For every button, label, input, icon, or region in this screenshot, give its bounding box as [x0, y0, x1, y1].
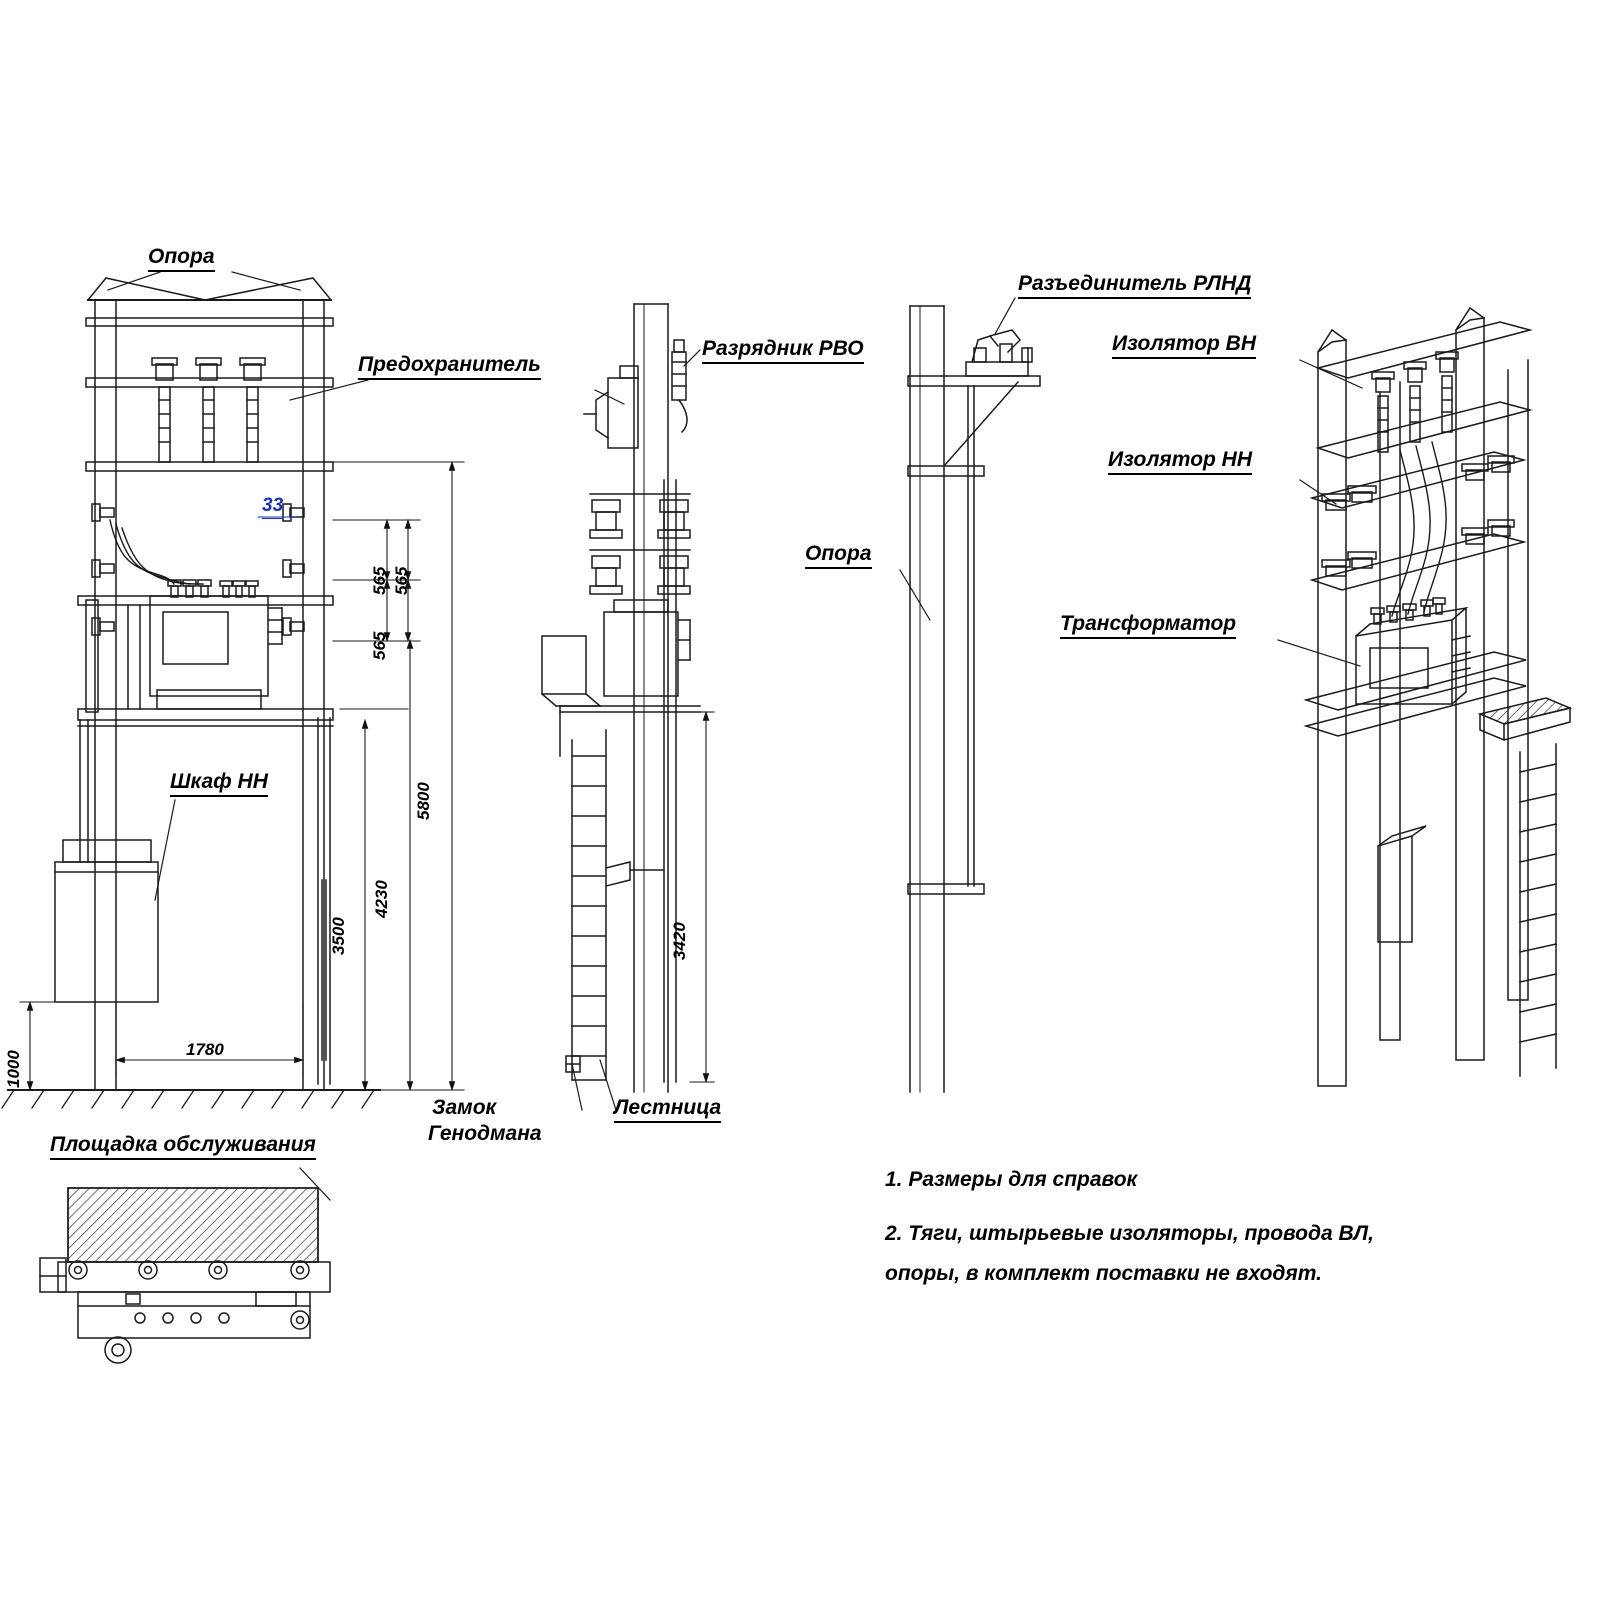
note-line-1: 1. Размеры для справок — [885, 1168, 1138, 1191]
label-arrester: Разрядник РВО — [702, 337, 864, 364]
view-disconnector-pole — [900, 298, 1040, 1092]
frame-struts — [86, 600, 140, 712]
dim-5800: 5800 — [414, 782, 433, 820]
note-line-3: опоры, в комплект поставки не входят. — [885, 1262, 1323, 1285]
axo-beams — [1306, 322, 1530, 736]
view-side-elevation — [542, 304, 714, 1110]
label-insulator-hv: Изолятор ВН — [1112, 332, 1256, 359]
disconnector-rlnd — [966, 330, 1032, 376]
dim-3500: 3500 — [329, 917, 348, 955]
dim-1780: 1780 — [186, 1040, 224, 1059]
support-pole-right — [303, 300, 324, 1090]
axo-service-platform — [1480, 698, 1570, 740]
label-fuse: Предохранитель — [358, 353, 541, 380]
label-service-platform: Площадка обслуживания — [50, 1133, 316, 1160]
hv-insulators-group — [152, 358, 265, 462]
platform-rollers — [69, 1261, 309, 1363]
lv-insulators-group — [92, 504, 304, 635]
axo-lv-cabinet — [1378, 826, 1426, 942]
label-lock-line1: Замок — [432, 1096, 497, 1119]
label-transformer: Трансформатор — [1060, 612, 1236, 639]
view-platform-plan — [40, 1168, 330, 1363]
label-disconnector: Разъединитель РЛНД — [1018, 272, 1251, 299]
axo-hv-insulators — [1372, 352, 1458, 452]
axo-ladder — [1520, 744, 1556, 1076]
label-ladder: Лестница — [614, 1096, 721, 1123]
lv-cabinet — [55, 840, 158, 1002]
label-lv-cabinet: Шкаф НН — [170, 770, 268, 797]
label-lock-line2: Генодмана — [428, 1122, 542, 1145]
note-line-2: 2. Тяги, штырьевые изоляторы, провода ВЛ, — [885, 1222, 1374, 1245]
axo-lv-insulators — [1322, 456, 1514, 576]
dim-565-c: 565 — [392, 566, 411, 595]
axo-poles — [1318, 308, 1528, 1086]
mark-33: 33 — [262, 495, 283, 519]
view-front-elevation — [2, 272, 464, 1108]
dim-4230: 4230 — [372, 880, 391, 918]
label-support-left: Опора — [148, 245, 215, 272]
ladder-side — [572, 730, 664, 1080]
dim-565-a: 565 — [370, 566, 389, 595]
arrester-assembly — [672, 340, 687, 432]
label-insulator-lv: Изолятор НН — [1108, 448, 1252, 475]
transformer-body — [150, 580, 282, 709]
platform-fixings — [126, 1292, 296, 1323]
fuse-assembly — [584, 366, 638, 448]
view-axonometric — [1278, 308, 1570, 1086]
ground-line — [2, 1090, 380, 1108]
dim-1000: 1000 — [4, 1050, 23, 1088]
dim-565-b: 565 — [370, 631, 389, 660]
label-support-mid: Опора — [805, 542, 872, 569]
hv-cable-loops — [110, 520, 203, 584]
insulator-racks-side — [590, 494, 690, 594]
dim-3420: 3420 — [670, 922, 689, 960]
dimension-3420 — [690, 712, 714, 1082]
